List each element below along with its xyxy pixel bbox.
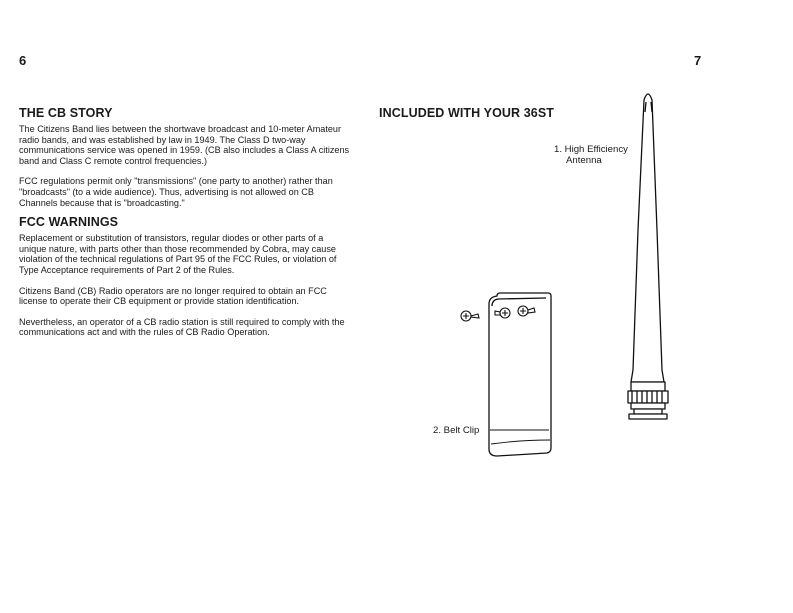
belt-clip-label: 2. Belt Clip — [433, 425, 480, 436]
fcc-warnings-heading: FCC WARNINGS — [19, 215, 119, 230]
belt-clip-illustration — [489, 293, 551, 456]
screw-icon — [461, 311, 479, 321]
fcc-warnings-paragraph-2: Citizens Band (CB) Radio operators are no longer required to obtain an FCC license to operate their CB equipment or provide station identification. — [19, 285, 327, 307]
antenna-label-line-1: 1. High Efficiency — [554, 144, 628, 155]
page-number-left: 6 — [19, 53, 27, 68]
cb-story-paragraph-1: The Citizens Band lies between the shortwave broadcast and 10-meter Amateur radio bands, and was established by law in 1949. The Class D two-way communications service was opened in 1959. (CB also includes a Class A citizens band and Class C remote control frequencies.) — [19, 124, 350, 166]
antenna-illustration — [628, 94, 668, 419]
cb-story-heading: THE CB STORY — [19, 106, 113, 120]
antenna-label-line-2: Antenna — [566, 155, 602, 166]
fcc-warnings-paragraph-1: Replacement or substitution of transistors, regular diodes or other parts of a unique nature, with parts other than those recommended by Cobra, may cause violation of the technical regulations of Part 95 of the FCC Rules, or violation of Type Acceptance requirements of Part 2 of the Rules. — [19, 233, 337, 275]
cb-story-paragraph-2: FCC regulations permit only "transmissions" (one party to another) rather than "broadcasts" (to a wide audience). Thus, advertising is not allowed on CB Channels because that is "broadcasting." — [19, 176, 333, 208]
fcc-warnings-paragraph-3: Nevertheless, an operator of a CB radio station is still required to comply with the communications act and with the rules of CB Radio Operation. — [19, 316, 345, 338]
included-heading: INCLUDED WITH YOUR 36ST — [379, 106, 554, 120]
page-number-right: 7 — [694, 53, 702, 68]
